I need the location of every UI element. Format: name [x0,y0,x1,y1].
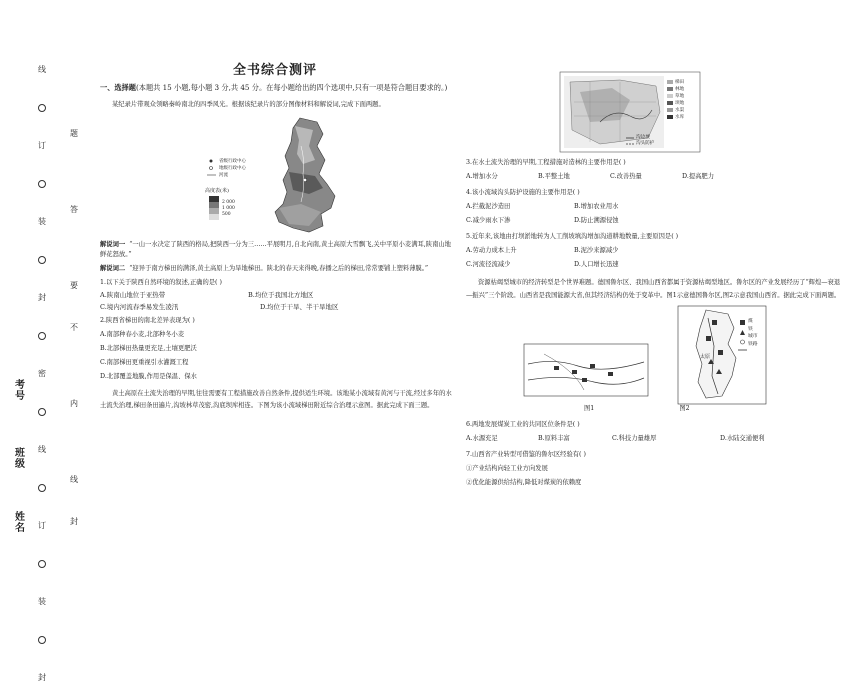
question-1-options-row [100,302,452,312]
question-5-options-row [466,260,846,270]
binding-hole [38,408,46,416]
question-4-option-b[interactable]: B.增加农业用水 [574,203,619,210]
binding-hole [38,104,46,112]
question-5-option-c[interactable]: C.河流径流减少 [466,261,511,268]
question-3-options [466,172,846,182]
binding-outer-sequence [32,66,52,682]
question-4-options-row [466,202,846,212]
figure-pair [524,306,846,404]
question-5-option-a[interactable]: A.劳动力成本上升 [466,247,517,254]
question-4-options-row [466,216,846,226]
legend-item: 草地 [675,94,685,99]
question-3-option-c[interactable]: C.改善热量 [610,173,642,180]
question-1-options-row [100,290,452,300]
binding-char: 封 [38,673,46,682]
section-heading [100,82,452,94]
binding-char: 封 [70,517,78,526]
binding-char: 密 [38,369,46,378]
resource-city-intro: 资源枯竭型城市的经济转型是个世界难题。德国鲁尔区、我国山西省都属于资源枯竭型地区。鲁尔区的产业发展经历了“辉煌—衰退—振兴”三个阶段。山西省是我国能源大省,但其经济结构仍处于变革中。图1示意德国鲁尔区,图2示意我国山西省。据此完成下面两题。 [466,279,841,299]
right-column [466,72,846,488]
narration-one-text: “一山一水决定了陕西的格局,把陕西一分为三……平展明月,自北向南,黄土高原大雪飘飞,关中平原小麦满耳,陕南山地鲜花怒放。” [100,241,451,258]
binding-char: 线 [70,475,78,484]
question-6-options [466,434,846,444]
binding-char: 封 [38,293,46,302]
question-7-stem: 7.山西省产业转型可借鉴的鲁尔区经验有( ) [466,451,586,458]
question-4-stem: 4.该小流域沟头防护设施的主要作用是( ) [466,189,580,196]
binding-hole [38,484,46,492]
question-1-option-c[interactable]: C.境内河流春季易发生凌汛 [100,303,179,311]
legend-railway: 铁路 [748,341,758,347]
question-5-stem: 5.近年来,该地由打坝淤地转为人工削坡填沟增加沟道耕地数量,主要原因是( ) [466,233,679,240]
legend-elevation-values [222,200,235,218]
question-5-options-row [466,246,846,256]
question-3-option-d[interactable]: D.提高肥力 [682,173,715,180]
narration-one-label: 解说词一 [100,241,126,248]
loess-intro: 黄土高原在土流失治理的早期,往往需要有工程措施改善自然条件,提供适生环境。该地某小流域有黄河与干流,经过多年的水土流失治理,梯田条田遍片,沟坡林草茂密,沟底坝库相连。下图为该小流域梯田附近综合治理示意图。据此完成下面三题。 [100,390,452,409]
shanxi-legend [748,318,758,348]
question-6-option-b[interactable]: B.原料丰富 [538,435,570,442]
narration-one [100,240,452,260]
left-column [100,63,452,412]
binding-char: 答 [70,205,78,214]
shaanxi-relief-map [205,116,370,236]
shaanxi-intro: 某纪录片带观众领略秦岭南北的四季风光。根据该纪录片的部分图像材料和解说词,完成下面两题。 [112,101,385,108]
legend-item: 坝地 [675,101,685,106]
question-1-stem: 1.以下关于陕西自然环境的叙述,正确的是( ) [100,279,222,286]
question-1-option-b[interactable]: B.均位于我国北方地区 [248,291,314,299]
section-heading-instructions: (本题共 15 小题,每小题 3 分,共 45 分。在每小题给出的四个选项中,只有一项是符合题目要求的。) [135,83,448,92]
watershed-legend [675,79,684,121]
note-gully-head-protection: 沟头防护 [636,141,655,146]
legend-item: 梯田 [675,80,685,85]
question-2-option-b[interactable]: B.北部梯田热量更充足,土壤更肥沃 [100,345,197,352]
question-3-stem: 3.在水土流失治理的早期,工程措施对造林的主要作用是( ) [466,159,626,166]
question-5-option-d[interactable]: D.人口增长迅速 [574,261,619,268]
binding-char: 不 [70,323,78,332]
narration-two [100,264,452,274]
binding-char: 订 [38,521,46,530]
binding-char: 内 [70,399,78,408]
watershed-diagram [560,72,700,152]
binding-char: 要 [70,281,78,290]
binding-hole [38,636,46,644]
legend-item: 水库 [675,115,685,120]
question-2-option-d[interactable]: D.北部覆盖地膜,作用是保温、保水 [100,373,197,380]
watershed-notes [636,135,654,147]
question-3-option-a[interactable]: A.增加水分 [466,173,498,180]
figure-1-caption: 图1 [584,405,595,412]
legend-prefectural-center: 地级行政中心 [219,166,246,171]
question-6-option-a[interactable]: A.水源充足 [466,435,498,442]
binding-char: 装 [38,597,46,606]
legend-provincial-capital: 省级行政中心 [219,159,246,164]
question-6-stem: 6.两地发展煤炭工业的共同区位条件是( ) [466,421,580,428]
narration-two-label: 解说词二 [100,265,126,272]
question-3-option-b[interactable]: B.平整土地 [538,173,570,180]
section-heading-bold: 一、选择题 [100,83,136,92]
legend-river: 河流 [219,173,228,178]
shanxi-map [678,306,766,404]
class-label: 班级 [15,448,25,470]
elevation-value: 500 [222,212,231,217]
legend-item: 水渠 [675,108,685,113]
question-2-option-a[interactable]: A.南部种春小麦,北部种冬小麦 [100,331,185,338]
map-legend [219,158,246,179]
binding-hole [38,560,46,568]
legend-iron: 铁 [748,326,753,332]
question-2-stem: 2.陕西省梯田的南北差异表现为( ) [100,317,195,324]
question-4-option-a[interactable]: A.拦截泥沙造田 [466,203,511,210]
binding-char: 线 [38,445,46,454]
legend-elevation-title: 高度表(米) [205,188,229,194]
elevation-value: 1 000 [222,206,235,211]
binding-strip [0,0,90,682]
note-gully-edge-ridge: 沟边埂 [636,135,650,140]
exam-number-label: 考号 [15,380,25,402]
binding-hole [38,256,46,264]
binding-hole [38,332,46,340]
ruhr-map-graphic [524,344,648,396]
shanxi-city-taiyuan: 太原 [700,354,711,360]
narration-two-text: “迎异于南方梯田的满泽,黄土高原上为旱地梯田。陕北的春天来得晚,春播之后的梯田,常常要铺上塑料薄膜。” [129,265,429,272]
question-6-option-c[interactable]: C.科技力量雄厚 [612,435,657,442]
binding-hole [38,180,46,188]
ruhr-map [524,344,648,396]
question-5-option-b[interactable]: B.泥沙来源减少 [574,247,619,254]
question-6-option-d[interactable]: D.水陆交通便利 [720,435,765,442]
binding-inner-sequence [64,130,84,526]
question-1-option-d[interactable]: D.均位于干旱、半干旱地区 [260,303,339,311]
binding-char: 装 [38,217,46,226]
legend-city: 城市 [748,334,758,340]
name-label: 姓名 [15,512,25,534]
question-7-item-2: ②优化能源供给结构,降低对煤炭的依赖度 [466,479,582,486]
elevation-value: 2 000 [222,200,235,205]
page-title: 全书综合测评 [232,63,317,78]
question-7-item-1: ①产业结构向轻工业方向发展 [466,465,548,472]
legend-item: 林地 [675,87,685,92]
question-1-option-a[interactable]: A.陕南山地位于亚热带 [100,291,166,299]
question-4-option-c[interactable]: C.减少雨水下渗 [466,217,511,224]
binding-char: 线 [38,65,46,74]
binding-char: 订 [38,141,46,150]
binding-char: 题 [70,129,78,138]
question-2-option-c[interactable]: C.南部梯田更重视引水灌溉工程 [100,359,189,366]
figure-2-caption: 图2 [679,405,690,412]
legend-coal: 煤 [748,319,753,324]
figure-captions [584,404,846,414]
question-4-option-d[interactable]: D.防止溯源侵蚀 [574,217,619,224]
